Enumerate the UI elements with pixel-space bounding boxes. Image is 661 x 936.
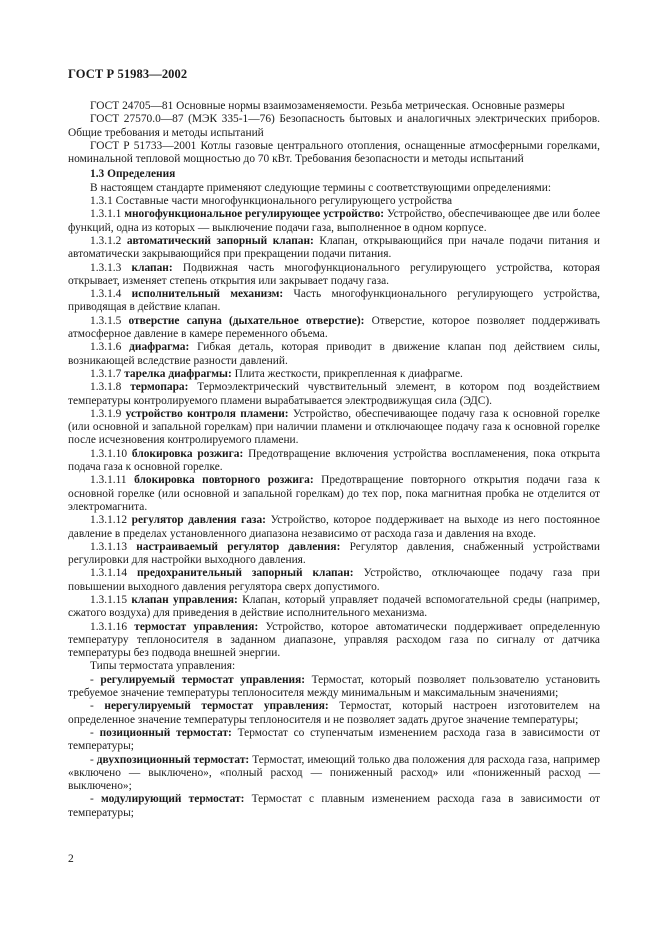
definition-term: блокировка розжига: bbox=[131, 447, 244, 460]
definitions-list bbox=[68, 208, 600, 660]
definition-term: устройство контроля пламени: bbox=[125, 407, 289, 420]
definition-term: настраиваемый регулятор давления: bbox=[136, 540, 341, 553]
definition-text: Термоэлектрический чувствительный элемент, в котором под воздействием температуры контролируемого пламени вырабатывается электродвижущая сила (ЭДС). bbox=[68, 381, 600, 407]
definition-item bbox=[68, 541, 600, 568]
definition-number: 1.3.1.11 bbox=[90, 474, 127, 487]
thermostat-type-term: модулирующий термостат: bbox=[101, 793, 245, 806]
section-intro: В настоящем стандарте применяют следующие термины с соответствующими определениями: bbox=[90, 181, 552, 194]
definition-term: отверстие сапуна (дыхательное отверстие): bbox=[128, 314, 365, 327]
thermostat-type-term: двухпозиционный термостат: bbox=[96, 753, 250, 766]
definition-term: термостат управления: bbox=[134, 620, 259, 633]
document-body bbox=[68, 100, 600, 820]
thermostat-type-term: позиционный термостат: bbox=[99, 726, 232, 739]
thermostat-type-term: регулируемый термостат управления: bbox=[100, 673, 306, 686]
thermostat-type-item: - регулируемый термостат управления: Термостат, который позволяет пользователю установить требуемое значение температуры теплоносителя между минимальным и максимальным значениями; bbox=[68, 673, 600, 700]
reference-gost-27570: ГОСТ 27570.0—87 (МЭК 335-1—76) Безопасность бытовых и аналогичных электрических приборов. Общие требования и методы испытаний bbox=[68, 113, 600, 139]
definition-number: 1.3.1.9 bbox=[90, 407, 122, 420]
definition-number: 1.3.1.12 bbox=[90, 514, 128, 527]
thermostat-types-list bbox=[68, 674, 600, 820]
definition-text: Гибкая деталь, которая приводит в движение клапан под действием силы, возникающей вследствие разности давлений. bbox=[68, 341, 600, 367]
definition-term: клапан: bbox=[131, 261, 173, 274]
definition-item bbox=[68, 341, 600, 368]
definition-item bbox=[68, 235, 600, 262]
definition-term: клапан управления: bbox=[131, 593, 238, 606]
thermostat-type-text: Термостат, имеющий только два положения для расхода газа, например «включено — выключено», «полный расход — пониженный расход» или «пониженный расход — выключено»; bbox=[68, 753, 600, 793]
definition-item bbox=[68, 315, 600, 342]
definition-number: 1.3.1.4 bbox=[90, 288, 122, 301]
definition-term: диафрагма: bbox=[129, 341, 190, 354]
document-header: ГОСТ Р 51983—2002 bbox=[68, 67, 188, 81]
reference-gost-24705: ГОСТ 24705—81 Основные нормы взаимозаменяемости. Резьба метрическая. Основные размеры bbox=[90, 100, 565, 112]
definition-text: Часть многофункционального регулирующего устройства, приводящая в действие клапан. bbox=[68, 288, 600, 314]
definition-text: Клапан, который управляет подачей вспомогательной среды (например, сжатого воздуха) для приведения в действие исполнительного механизма. bbox=[68, 593, 600, 620]
definition-text: Устройство, которое поддерживает на выходе из него постоянное давление в пределах установленного диапазона независимо от расхода газа и давления на входе. bbox=[68, 514, 600, 540]
definition-item bbox=[68, 288, 600, 315]
definition-item bbox=[68, 474, 600, 514]
definition-text: Отверстие, которое позволяет поддерживать атмосферное давление в камере переменного объема. bbox=[68, 314, 600, 341]
definition-item bbox=[68, 567, 600, 594]
thermostat-type-text: Термостат, который настроен изготовителем на определенное значение температуры теплоносителя и не позволяет задать другое значение температуры; bbox=[68, 700, 600, 726]
definition-text: Устройство, которое автоматически поддерживает определенную температуру теплоносителя в заданном диапазоне, управляя расходом газа по сигналу от датчика температуры без подвода внешней энергии. bbox=[68, 620, 600, 660]
thermostat-type-item: - позиционный термостат: Термостат со ступенчатым изменением расхода газа в зависимости от температуры; bbox=[68, 726, 600, 753]
definition-text: Предотвращение повторного открытия подачи газа к основной горелке (или основной и запальной горелкам) до тех пор, пока магнитная пробка не отделится от электромагнита. bbox=[68, 474, 600, 513]
definition-item bbox=[68, 208, 600, 235]
definition-number: 1.3.1.2 bbox=[90, 234, 122, 247]
definition-number: 1.3.1.14 bbox=[90, 567, 128, 580]
thermostat-type-text: Термостат с плавным изменением расхода газа в зависимости от температуры; bbox=[68, 793, 600, 819]
section-heading: 1.3 Определения bbox=[90, 168, 176, 181]
definition-text: Устройство, обеспечивающее подачу газа к основной горелке (или основной и запальной горелкам) при наличии пламени и отключающее подачу газа к основной горелке после исчезновения контролируемого пламени. bbox=[68, 407, 600, 447]
thermostat-type-item: - двухпозиционный термостат: Термостат, имеющий только два положения для расхода газа, например «включено — выключено», «полный расход — пониженный расход» или «пониженный расход — выключено»; bbox=[68, 753, 600, 793]
definition-term: предохранительный запорный клапан: bbox=[136, 567, 354, 580]
definition-term: тарелка диафрагмы: bbox=[124, 367, 232, 380]
definition-item bbox=[68, 262, 600, 289]
definition-number: 1.3.1.3 bbox=[90, 261, 122, 274]
thermostat-type-text: Термостат, который позволяет пользователю установить требуемое значение температуры теплоносителя между минимальным и максимальным значениями; bbox=[68, 673, 600, 700]
thermostat-type-term: нерегулируемый термостат управления: bbox=[104, 700, 329, 713]
definition-item bbox=[68, 514, 600, 541]
definition-text: Устройство, обеспечивающее две или более функций, одна из которых — выключение подачи газа, выполненное в одном корпусе. bbox=[68, 208, 601, 234]
definition-term: многофункциональное регулирующее устройство: bbox=[124, 208, 385, 221]
definition-number: 1.3.1.13 bbox=[90, 540, 128, 553]
definition-text: Предотвращение включения устройства воспламенения, пока открыта подача газа к основной горелке. bbox=[68, 447, 601, 474]
definition-number: 1.3.1.8 bbox=[90, 381, 122, 394]
definition-term: автоматический запорный клапан: bbox=[126, 234, 314, 247]
definition-item bbox=[68, 594, 600, 621]
definition-number: 1.3.1.15 bbox=[90, 593, 128, 606]
definition-text: Подвижная часть многофункционального регулирующего устройства, которая открывает, изменяет степень открытия или закрывает подачу газа. bbox=[68, 261, 600, 287]
definition-number: 1.3.1.7 bbox=[90, 367, 122, 380]
definition-term: блокировка повторного розжига: bbox=[134, 474, 314, 487]
definition-text: Плита жесткости, прикрепленная к диафрагме. bbox=[234, 367, 463, 380]
definition-term: термопара: bbox=[130, 381, 189, 394]
definition-item bbox=[68, 448, 600, 475]
reference-gost-51733: ГОСТ Р 51733—2001 Котлы газовые центрального отопления, оснащенные атмосферными горелками, номинальной тепловой мощностью до 70 кВт. Требования безопасности и методы испытаний bbox=[68, 139, 600, 166]
definition-number: 1.3.1.6 bbox=[90, 341, 122, 354]
subsection-heading: 1.3.1 Составные части многофункционального регулирующего устройства bbox=[90, 195, 453, 208]
definition-text: Клапан, открывающийся при начале подачи питания и автоматически закрывающийся при прекращении подачи питания. bbox=[68, 234, 600, 261]
thermostat-type-item: - модулирующий термостат: Термостат с плавным изменением расхода газа в зависимости от температуры; bbox=[68, 793, 600, 819]
definition-number: 1.3.1.10 bbox=[90, 447, 128, 460]
definition-item bbox=[68, 621, 600, 661]
definition-item bbox=[68, 368, 600, 381]
page-number: 2 bbox=[68, 853, 74, 865]
thermostat-type-text: Термостат со ступенчатым изменением расхода газа в зависимости от температуры; bbox=[68, 726, 600, 753]
definition-number: 1.3.1.1 bbox=[90, 208, 122, 221]
definition-item bbox=[68, 408, 600, 448]
definition-item bbox=[68, 381, 600, 408]
thermostat-types-title: Типы термостата управления: bbox=[90, 660, 236, 673]
definition-term: регулятор давления газа: bbox=[131, 514, 266, 527]
definition-number: 1.3.1.16 bbox=[90, 620, 128, 633]
definition-term: исполнительный механизм: bbox=[131, 288, 284, 301]
definition-text: Устройство, отключающее подачу газа при повышении выходного давления регулятора сверх допустимого. bbox=[68, 567, 600, 593]
thermostat-type-item: - нерегулируемый термостат управления: Термостат, который настроен изготовителем на определенное значение температуры теплоносителя и не позволяет задать другое значение температуры; bbox=[68, 700, 600, 726]
definition-number: 1.3.1.5 bbox=[90, 314, 122, 327]
definition-text: Регулятор давления, снабженный устройствами регулировки для настройки выходного давления. bbox=[68, 540, 600, 567]
